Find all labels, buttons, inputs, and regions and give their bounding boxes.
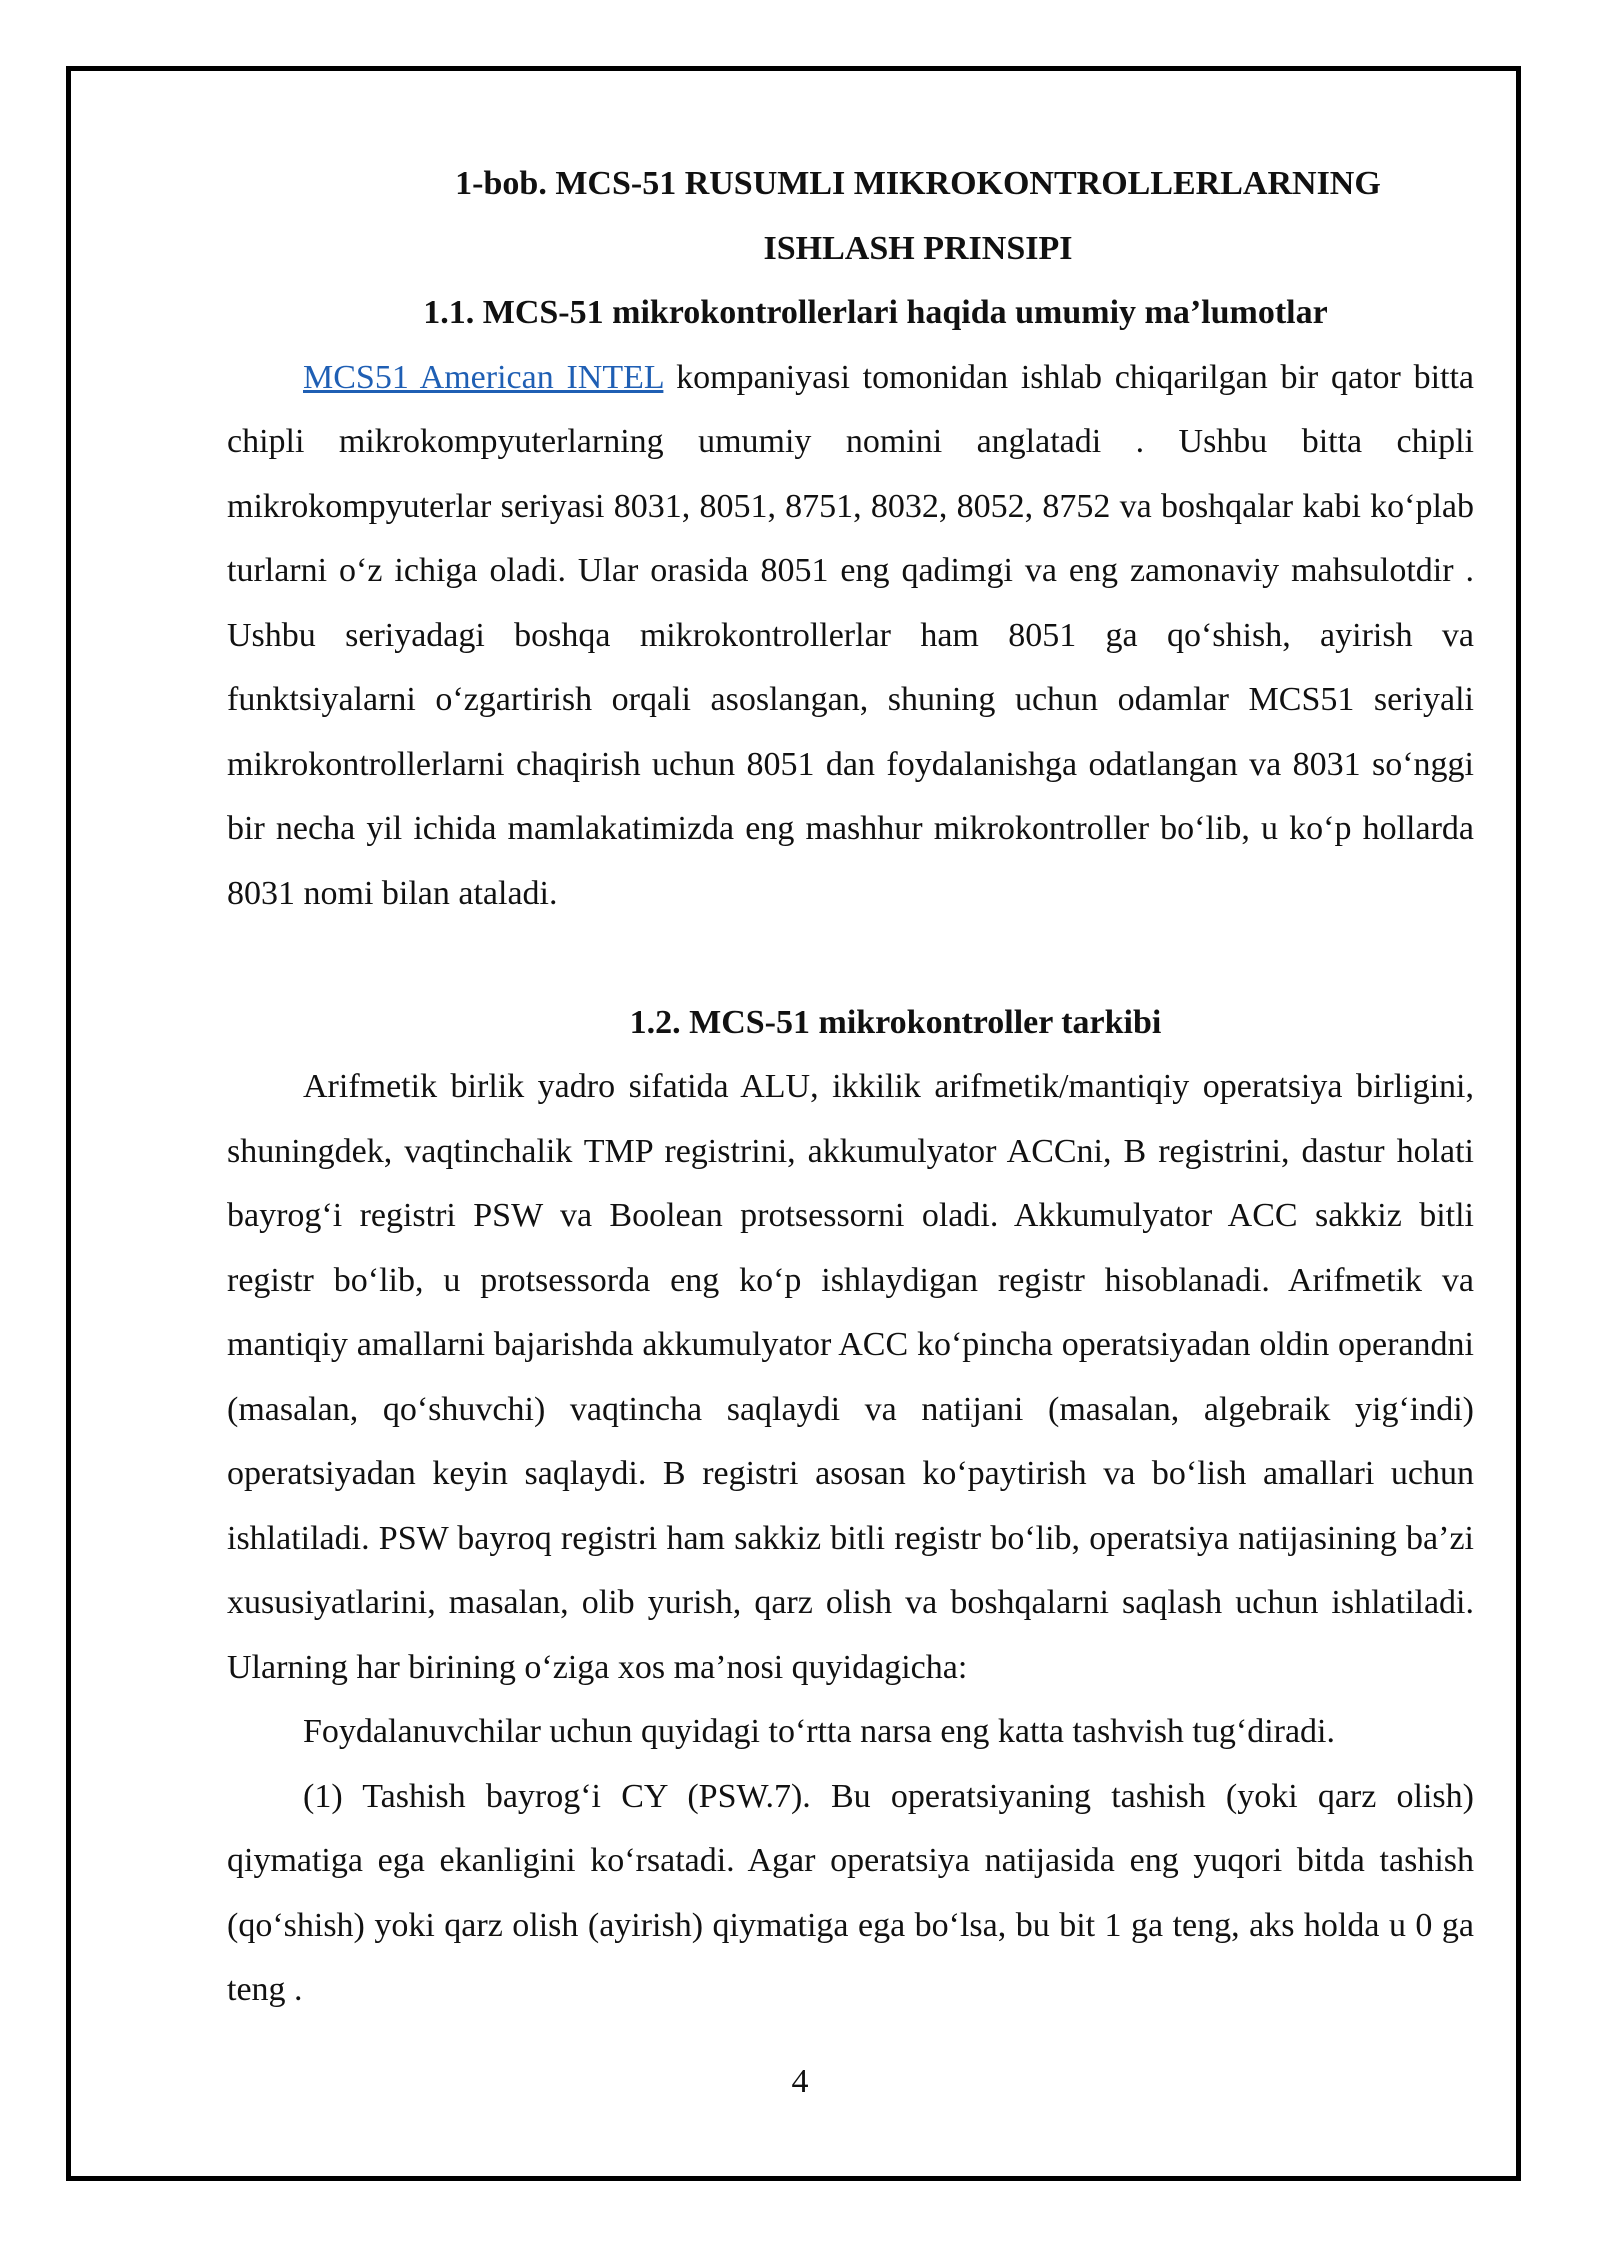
section-1-paragraph: [227, 346, 1474, 927]
chapter-title-line1: 1-bob. MCS-51 RUSUMLI MIKROKONTROLLERLARNING: [455, 165, 1381, 202]
section-2-title: 1.2. MCS-51 mikrokontroller tarkibi: [629, 1003, 1162, 1041]
document-body: [227, 152, 1474, 2023]
page-number: 4: [791, 2063, 809, 2100]
section-1-title: 1.1. MCS-51 mikrokontrollerlari haqida umumiy ma’lumotlar: [423, 294, 1328, 331]
intel-link[interactable]: MCS51 American INTEL: [303, 358, 664, 396]
section-2-paragraph-2: Foydalanuvchilar uchun quyidagi to‘rtta narsa eng katta tashvish tug‘diradi.: [303, 1713, 1336, 1750]
section-2-paragraph-1: Arifmetik birlik yadro sifatida ALU, ikkilik arifmetik/mantiqiy operatsiya birligini, shuningdek, vaqtinchalik TMP registrini, akkumulyator ACCni, B registrini, dastur holati bayrog‘i registri PSW va Boolean protsessorni oladi. Akkumulyator ACC sakkiz bitli registr bo‘lib, u protsessorda eng ko‘p ishlaydigan registr hisoblanadi. Arifmetik va mantiqiy amallarni bajarishda akkumulyator ACC ko‘pincha operatsiyadan oldin operandni (masalan, qo‘shuvchi) vaqtincha saqlaydi va natijani (masalan, algebraik yig‘indi) operatsiyadan keyin saqlaydi. B registri asosan ko‘paytirish va bo‘lish amallari uchun ishlatiladi. PSW bayroq registri ham sakkiz bitli registr bo‘lib, operatsiya natijasining ba’zi xususiyatlarini, masalan, olib yurish, qarz olish va boshqalarni saqlash uchun ishlatiladi. Ularning har birining o‘ziga xos ma’nosi quyidagicha:: [227, 1068, 1474, 1686]
section-2-paragraph-3: (1) Tashish bayrog‘i CY (PSW.7). Bu operatsiyaning tashish (yoki qarz olish) qiymatiga ega ekanligini ko‘rsatadi. Agar operatsiya natijasida eng yuqori bitda tashish (qo‘shish) yoki qarz olish (ayirish) qiymatiga ega bo‘lsa, bu bit 1 ga teng, aks holda u 0 ga teng .: [227, 1777, 1474, 2008]
section-1-paragraph-text: kompaniyasi tomonidan ishlab chiqarilgan bir qator bitta chipli mikrokompyuterlarning umumiy nomini anglatadi . Ushbu bitta chipli mikrokompyuterlar seriyasi 8031, 8051, 8751, 8032, 8052, 8752 va boshqalar kabi ko‘plab turlarni o‘z ichiga oladi. Ular orasida 8051 eng qadimgi va eng zamonaviy mahsulotdir . Ushbu seriyadagi boshqa mikrokontrollerlar ham 8051 ga qo‘shish, ayirish va funktsiyalarni o‘zgartirish orqali asoslangan, shuning uchun odamlar MCS51 seriyali mikrokontrollerlarni chaqirish uchun 8051 dan foydalanishga odatlangan va 8031 so‘nggi bir necha yil ichida mamlakatimizda eng mashhur mikrokontroller bo‘lib, u ko‘p hollarda 8031 nomi bilan ataladi.: [227, 358, 1475, 912]
chapter-title-line2: ISHLASH PRINSIPI: [763, 229, 1073, 267]
